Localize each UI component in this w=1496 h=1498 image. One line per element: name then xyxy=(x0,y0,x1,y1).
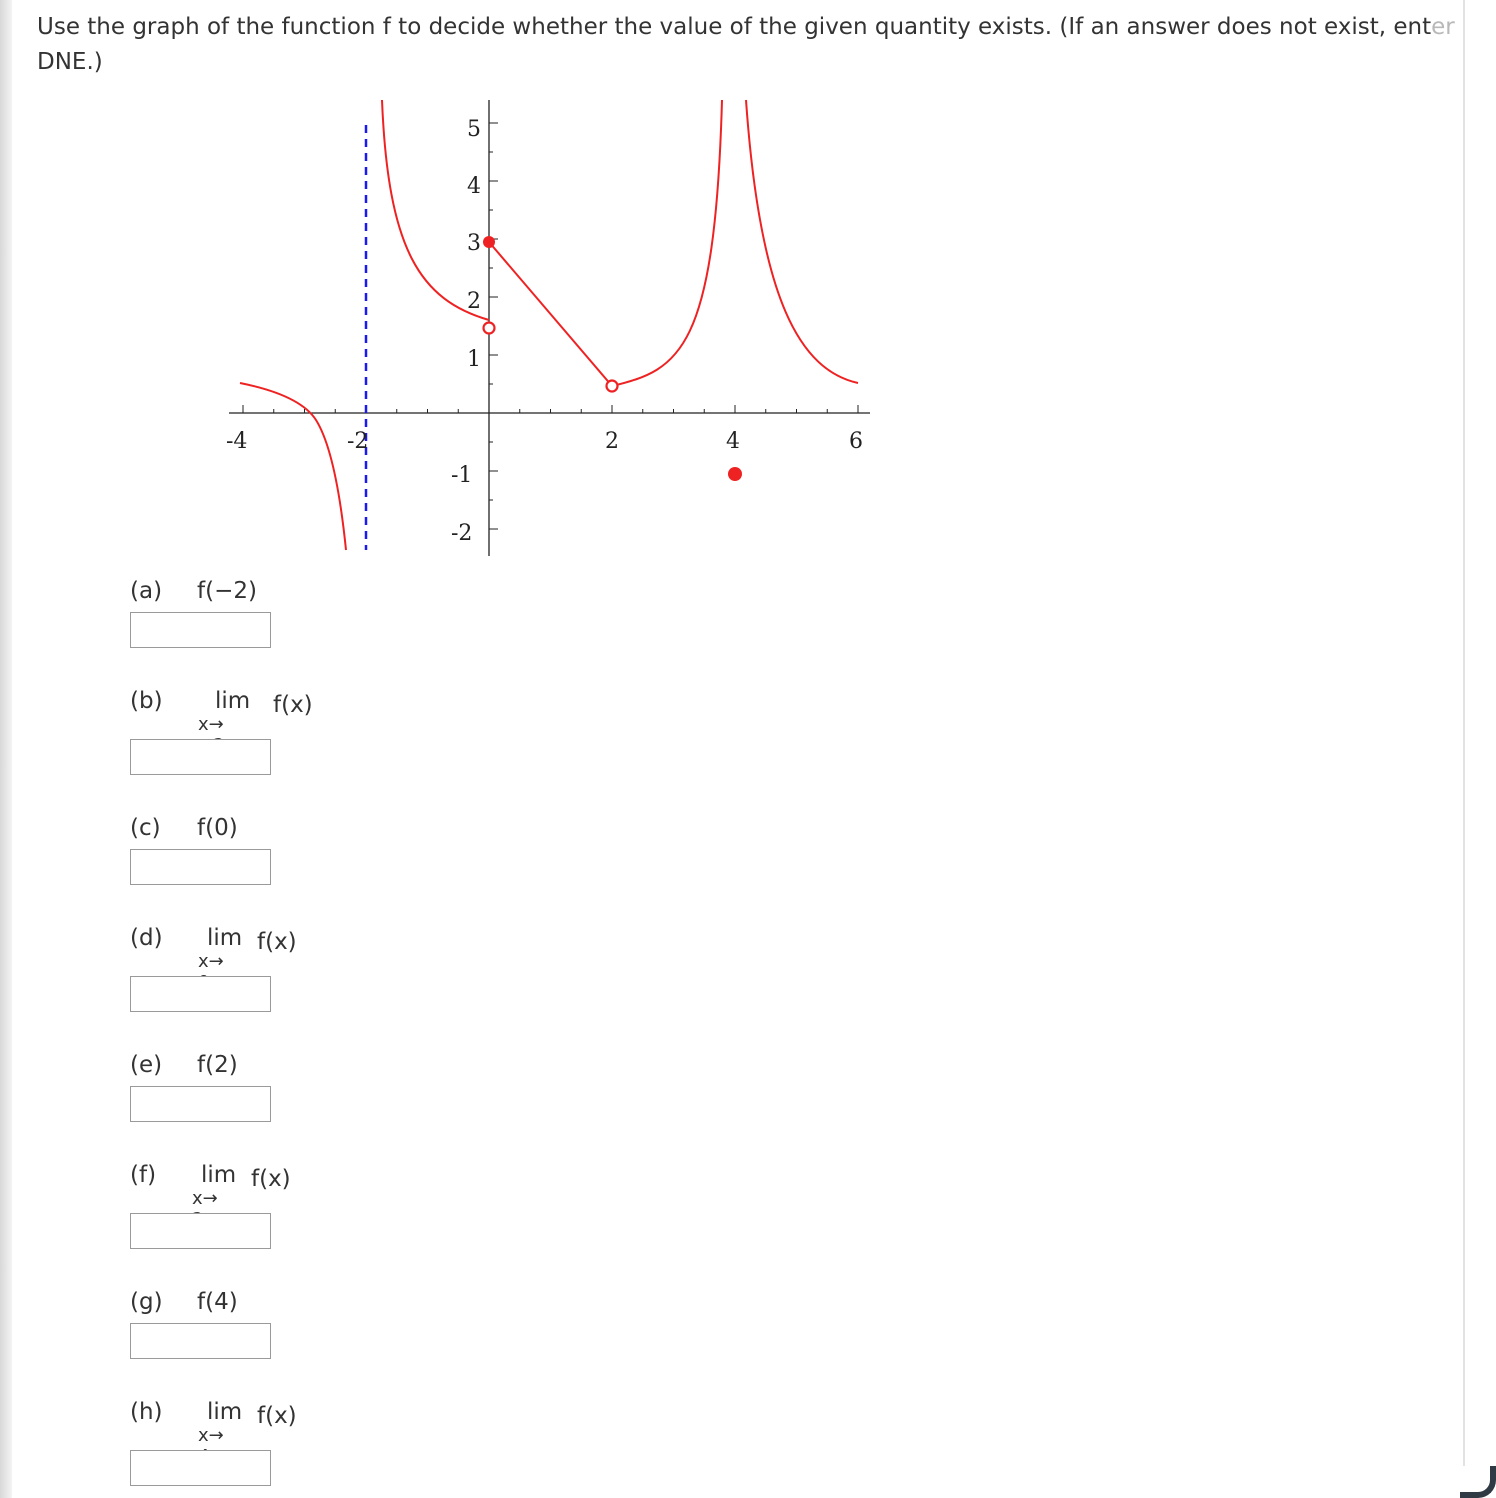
limit-word-b: lim xyxy=(215,688,251,714)
question-label-a: (a) xyxy=(130,578,163,604)
limit-subscript-f: x→ xyxy=(192,1188,218,1209)
question-label-b: (b) xyxy=(130,688,163,714)
limit-subscript-d: x→ xyxy=(198,951,224,972)
open-point-2-0.5 xyxy=(607,381,618,392)
question-expression-b: f(x) xyxy=(273,692,313,718)
x-tick-label-4: 4 xyxy=(726,429,740,454)
question-label-h: (h) xyxy=(130,1399,163,1425)
x-tick-label-neg4: -4 xyxy=(226,429,248,454)
instructions-text: Use the graph of the function f to decide whether the value of the given quantity exists. (If an answer does not exist, ent xyxy=(37,14,1432,40)
x-tick-label-6: 6 xyxy=(849,429,863,454)
y-tick-label-neg1: -1 xyxy=(451,463,473,488)
y-tick-label-1: 1 xyxy=(467,347,481,372)
curve-right-branch xyxy=(746,100,858,383)
instructions-text-line2: DNE.) xyxy=(37,49,103,75)
answer-input-c[interactable] xyxy=(130,849,271,885)
instructions-text-faded: er xyxy=(1431,14,1455,40)
limit-subscript-h: x→ xyxy=(198,1425,224,1446)
answer-input-b[interactable] xyxy=(130,739,271,775)
curve-middle-branch xyxy=(612,100,722,386)
limit-word-d: lim xyxy=(207,925,243,951)
closed-point-0-3 xyxy=(483,236,495,248)
answer-input-h[interactable] xyxy=(130,1450,271,1486)
question-label-e: (e) xyxy=(130,1052,163,1078)
question-label-g: (g) xyxy=(130,1289,163,1315)
y-tick-label-2: 2 xyxy=(467,289,481,314)
answer-input-a[interactable] xyxy=(130,612,271,648)
function-graph xyxy=(0,0,1496,600)
answer-input-e[interactable] xyxy=(130,1086,271,1122)
limit-word-h: lim xyxy=(207,1399,243,1425)
question-expression-f: f(x) xyxy=(251,1166,291,1192)
x-tick-label-2: 2 xyxy=(605,429,619,454)
question-label-d: (d) xyxy=(130,925,163,951)
question-label-c: (c) xyxy=(130,815,161,841)
x-tick-label-neg2: -2 xyxy=(347,429,369,454)
answer-input-f[interactable] xyxy=(130,1213,271,1249)
curve-linear-segment xyxy=(489,242,612,386)
y-tick-label-4: 4 xyxy=(467,174,481,199)
y-tick-label-neg2: -2 xyxy=(451,521,473,546)
answer-input-d[interactable] xyxy=(130,976,271,1012)
question-label-f: (f) xyxy=(130,1162,157,1188)
y-tick-label-5: 5 xyxy=(467,117,481,142)
curve-left-branch xyxy=(240,383,346,550)
answer-input-g[interactable] xyxy=(130,1323,271,1359)
limit-subscript-b: x→ xyxy=(198,714,224,735)
closed-point-4-neg1 xyxy=(728,467,742,481)
question-expression-e: f(2) xyxy=(197,1052,238,1078)
limit-word-f: lim xyxy=(201,1162,237,1188)
x-minor-ticks xyxy=(243,405,858,413)
y-tick-label-3: 3 xyxy=(467,231,481,256)
question-expression-g: f(4) xyxy=(197,1289,238,1315)
question-expression-c: f(0) xyxy=(197,815,238,841)
question-expression-h: f(x) xyxy=(257,1403,297,1429)
open-point-0-1.5 xyxy=(484,323,495,334)
question-expression-d: f(x) xyxy=(257,929,297,955)
question-expression-a: f(−2) xyxy=(197,578,257,604)
